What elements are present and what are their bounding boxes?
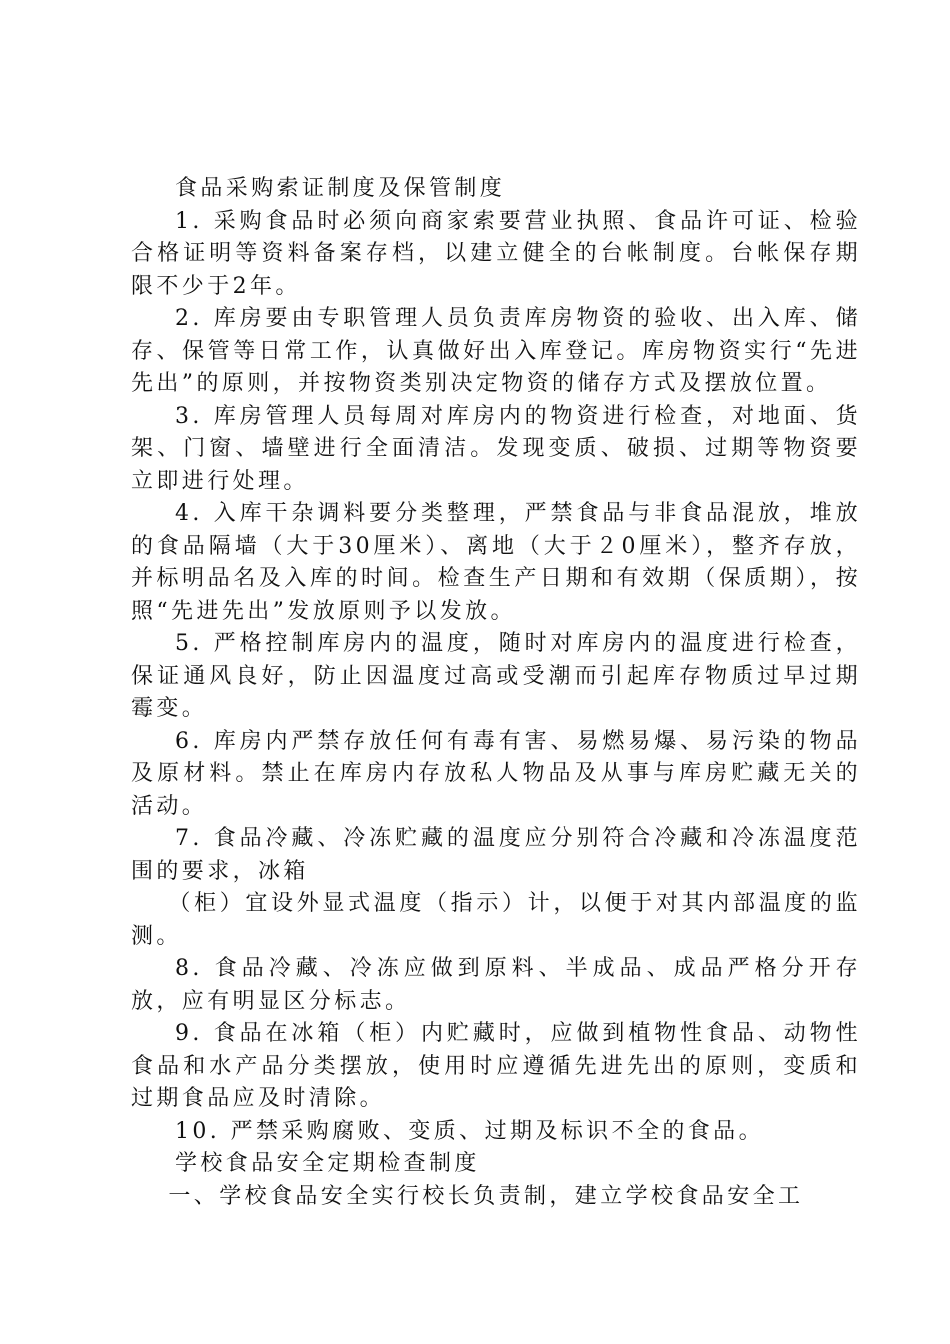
document-body: [131, 173, 861, 1213]
paragraph-item-2: 2. 库房要由专职管理人员负责库房物资的验收、出入库、储存、保管等日常工作，认真做好出入库登记。库房物资实行“先进先出”的原则，并按物资类别决定物资的储存方式及摆放位置。: [131, 306, 861, 396]
paragraph-item-5: 5. 严格控制库房内的温度，随时对库房内的温度进行检查，保证通风良好，防止因温度过高或受潮而引起库存物质过早过期霉变。: [131, 631, 861, 721]
paragraph-item-3: 3. 库房管理人员每周对库房内的物资进行检查，对地面、货架、门窗、墙壁进行全面清洁。发现变质、破损、过期等物资要立即进行处理。: [131, 403, 861, 494]
paragraph-item-9: 9. 食品在冰箱（柜）内贮藏时，应做到植物性食品、动物性食品和水产品分类摆放，使用时应遵循先进先出的原则，变质和过期食品应及时清除。: [131, 1021, 861, 1111]
section-title-safety-inspection: 学校食品安全定期检查制度: [175, 1151, 480, 1176]
paragraph-item-1: 1. 采购食品时必须向商家索要营业执照、食品许可证、检验合格证明等资料备案存档，以建立健全的台帐制度。台帐保存期限不少于2年。: [131, 208, 861, 299]
paragraph-item-6: 6. 库房内严禁存放任何有毒有害、易燃易爆、易污染的物品及原材料。禁止在库房内存放私人物品及从事与库房贮藏无关的活动。: [131, 728, 861, 819]
section-title-food-procurement: 食品采购索证制度及保管制度: [175, 176, 506, 201]
paragraph-inspection-1: 一、学校食品安全实行校长负责制，建立学校食品安全工: [168, 1183, 804, 1209]
paragraph-item-7-continued: （柜）宜设外显式温度（指示）计，以便于对其内部温度的监测。: [131, 891, 861, 949]
paragraph-item-8: 8. 食品冷藏、冷冻应做到原料、半成品、成品严格分开存放，应有明显区分标志。: [131, 956, 861, 1014]
paragraph-item-7: 7. 食品冷藏、冷冻贮藏的温度应分别符合冷藏和冷冻温度范围的要求，冰箱: [131, 826, 861, 884]
paragraph-item-4: 4. 入库干杂调料要分类整理，严禁食品与非食品混放，堆放的食品隔墙（大于30厘米）、离地（大于２0厘米），整齐存放，并标明品名及入库的时间。检查生产日期和有效期（保质期），按照“先进先出”发放原则予以发放。: [131, 501, 861, 624]
paragraph-item-10: 10. 严禁采购腐败、变质、过期及标识不全的食品。: [175, 1118, 764, 1144]
